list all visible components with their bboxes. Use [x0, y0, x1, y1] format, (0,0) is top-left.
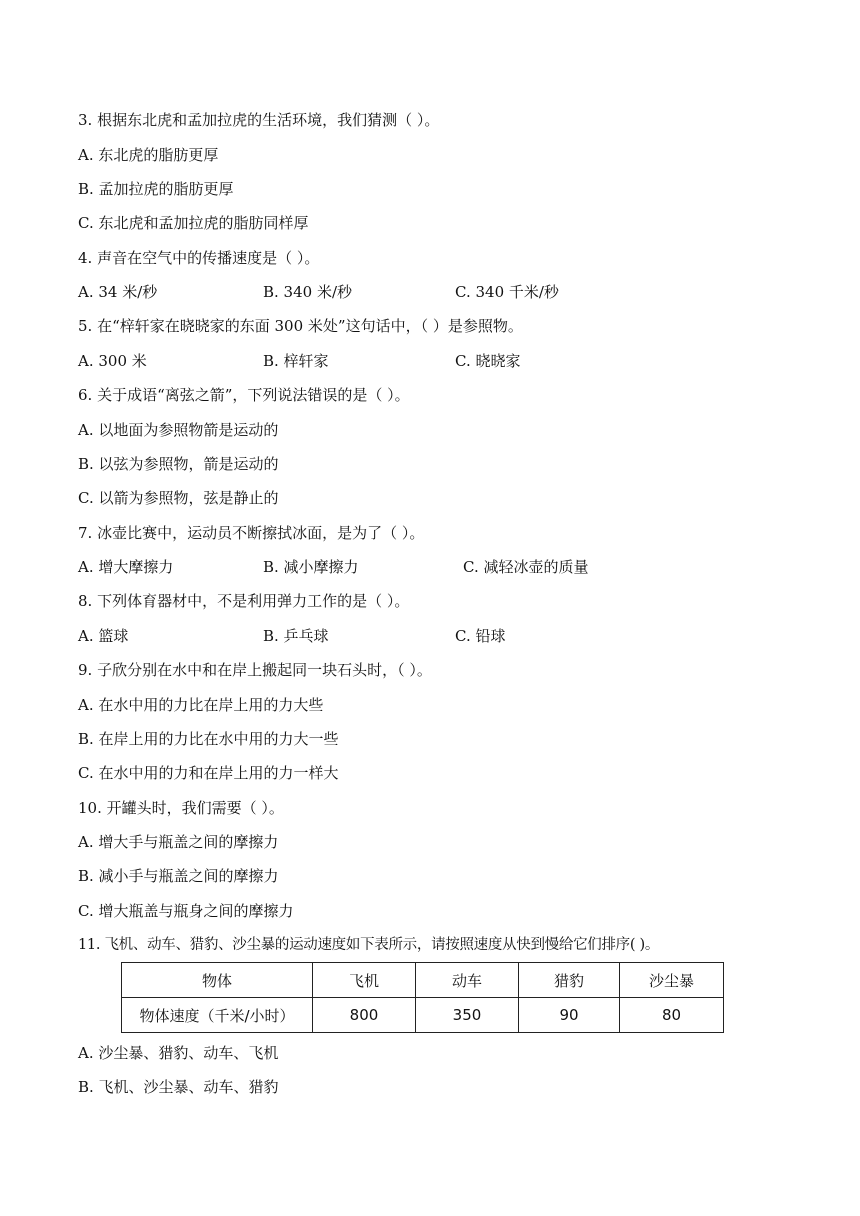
question-6-option-b: B. 以弦为参照物，箭是运动的 [78, 455, 279, 473]
question-5-option-b: B. 梓轩家 [263, 352, 329, 370]
table-header-row [122, 963, 724, 998]
question-6-stem: 6. 关于成语“离弦之箭”，下列说法错误的是（ ）。 [78, 386, 410, 404]
question-7-option-c: C. 减轻冰壶的质量 [463, 558, 589, 576]
table-header-cell: 沙尘暴 [620, 963, 724, 998]
question-7-stem: 7. 冰壶比赛中，运动员不断擦拭冰面，是为了（ ）。 [78, 524, 425, 542]
question-11-option-a: A. 沙尘暴、猎豹、动车、飞机 [78, 1044, 279, 1062]
question-4-option-a: A. 34 米/秒 [78, 283, 158, 301]
table-header-cell: 飞机 [313, 963, 416, 998]
table-header-cell: 物体 [122, 963, 313, 998]
question-7-option-a: A. 增大摩擦力 [78, 558, 174, 576]
question-3-option-c: C. 东北虎和孟加拉虎的脂肪同样厚 [78, 214, 309, 232]
question-4-option-b: B. 340 米/秒 [263, 283, 353, 301]
question-8-options [78, 626, 505, 646]
question-9-option-c: C. 在水中用的力和在岸上用的力一样大 [78, 764, 339, 782]
question-9-option-b: B. 在岸上用的力比在水中用的力大一些 [78, 730, 339, 748]
question-3-option-b: B. 孟加拉虎的脂肪更厚 [78, 180, 234, 198]
table-row [122, 998, 724, 1033]
question-9-stem: 9. 子欣分别在水中和在岸上搬起同一块石头时，（ ）。 [78, 661, 432, 679]
question-6-option-a: A. 以地面为参照物箭是运动的 [78, 421, 279, 439]
table-cell: 90 [519, 998, 620, 1033]
question-11-option-b: B. 飞机、沙尘暴、动车、猎豹 [78, 1078, 279, 1096]
question-10-stem: 10. 开罐头时，我们需要（ ）。 [78, 799, 284, 817]
question-4-option-c: C. 340 千米/秒 [455, 283, 559, 301]
question-9-option-a: A. 在水中用的力比在岸上用的力大些 [78, 696, 324, 714]
table-cell: 350 [416, 998, 519, 1033]
question-7-option-b: B. 减小摩擦力 [263, 558, 359, 576]
table-header-cell: 动车 [416, 963, 519, 998]
speed-table [121, 962, 724, 1033]
table-cell: 80 [620, 998, 724, 1033]
question-3-stem: 3. 根据东北虎和孟加拉虎的生活环境，我们猜测（ ）。 [78, 111, 440, 129]
question-8-option-b: B. 乒乓球 [263, 627, 329, 645]
table-cell: 物体速度（千米/小时） [122, 998, 313, 1033]
question-10-option-a: A. 增大手与瓶盖之间的摩擦力 [78, 833, 279, 851]
question-7-options [78, 557, 588, 577]
question-5-option-a: A. 300 米 [78, 352, 147, 370]
question-10-option-c: C. 增大瓶盖与瓶身之间的摩擦力 [78, 902, 294, 920]
question-6-option-c: C. 以箭为参照物，弦是静止的 [78, 489, 279, 507]
question-5-options [78, 351, 520, 371]
question-11-stem: 11. 飞机、动车、猎豹、沙尘暴的运动速度如下表所示，请按照速度从快到慢给它们排序( )。 [78, 937, 660, 953]
question-5-option-c: C. 晓晓家 [455, 352, 521, 370]
table-cell: 800 [313, 998, 416, 1033]
question-8-option-a: A. 篮球 [78, 627, 129, 645]
question-3-option-a: A. 东北虎的脂肪更厚 [78, 146, 219, 164]
question-4-stem: 4. 声音在空气中的传播速度是（ ）。 [78, 249, 320, 267]
question-8-stem: 8. 下列体育器材中，不是利用弹力工作的是（ ）。 [78, 592, 410, 610]
table-header-cell: 猎豹 [519, 963, 620, 998]
question-8-option-c: C. 铅球 [455, 627, 506, 645]
question-5-stem: 5. 在“梓轩家在晓晓家的东面 300 米处”这句话中，（ ）是参照物。 [78, 317, 523, 335]
question-10-option-b: B. 减小手与瓶盖之间的摩擦力 [78, 867, 279, 885]
question-4-options [78, 282, 559, 302]
